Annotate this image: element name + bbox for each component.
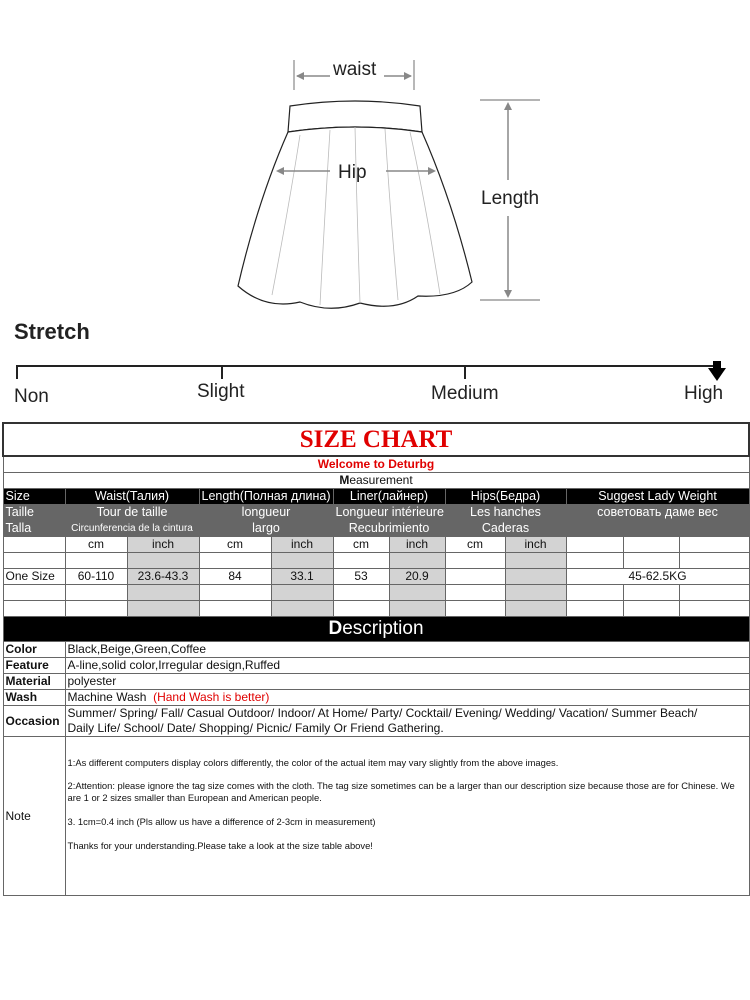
header-fr-waist: Tour de taille xyxy=(65,505,199,521)
color-label: Color xyxy=(3,642,65,658)
unit-cell: cm xyxy=(445,537,505,553)
stretch-level-non: Non xyxy=(14,386,49,407)
feature-value: A-line,solid color,Irregular design,Ruffed xyxy=(65,658,749,674)
unit-cell: cm xyxy=(199,537,271,553)
header-size: Size xyxy=(3,489,65,505)
wash-value: Machine Wash (Hand Wash is better) xyxy=(65,690,749,706)
size-chart xyxy=(2,422,748,896)
header-weight: Suggest Lady Weight xyxy=(566,489,749,505)
description-heading: Description xyxy=(3,617,749,642)
header-es-size: Talla xyxy=(3,521,65,537)
welcome-text: Welcome to Deturbg xyxy=(3,456,749,473)
unit-empty xyxy=(3,537,65,553)
note-label: Note xyxy=(3,737,65,896)
header-fr-liner: Longueur intérieure xyxy=(333,505,445,521)
stretch-title: Stretch xyxy=(14,319,90,344)
header-liner: Liner(лайнер) xyxy=(333,489,445,505)
header-fr-hips: Les hanches xyxy=(445,505,566,521)
header-es-waist: Circunferencia de la cintura xyxy=(65,521,199,537)
note-value xyxy=(65,737,749,896)
header-fr-weight: советовать даме вес xyxy=(566,505,749,521)
header-es-liner: Recubrimiento xyxy=(333,521,445,537)
occasion-value: Summer/ Spring/ Fall/ Casual Outdoor/ Indoor/ At Home/ Party/ Cocktail/ Evening/ Wedding/ Vacation/ Summer Beach/ Daily Life/ School/ Date/ Shopping/ Picnic/ Family Or Friend Gathering. xyxy=(65,706,749,737)
wash-label: Wash xyxy=(3,690,65,706)
unit-cell: cm xyxy=(333,537,389,553)
stretch-level-medium: Medium xyxy=(431,383,499,404)
stretch-level-slight: Slight xyxy=(197,381,245,402)
note-line-3: 3. 1cm=0.4 inch (Pls allow us have a difference of 2-3cm in measurement) xyxy=(67,816,376,827)
table-row xyxy=(3,569,749,585)
stretch-level-high: High xyxy=(684,383,724,404)
row-length-cm: 84 xyxy=(199,569,271,585)
note-line-1: 1:As different computers display colors differently, the color of the actual item may vary slightly from the above images. xyxy=(67,757,559,768)
row-liner-inch: 20.9 xyxy=(389,569,445,585)
waist-label: waist xyxy=(333,59,377,80)
note-line-4: Thanks for your understanding.Please take a look at the size table above! xyxy=(67,840,373,851)
header-fr-size: Taille xyxy=(3,505,65,521)
unit-cell: inch xyxy=(127,537,199,553)
header-waist: Waist(Талия) xyxy=(65,489,199,505)
row-size: One Size xyxy=(3,569,65,585)
header-es-hips: Caderas xyxy=(445,521,566,537)
feature-label: Feature xyxy=(3,658,65,674)
header-fr-length: longueur xyxy=(199,505,333,521)
row-waist-cm: 60-110 xyxy=(65,569,127,585)
row-length-inch: 33.1 xyxy=(271,569,333,585)
header-es-length: largo xyxy=(199,521,333,537)
header-length: Length(Полная длина) xyxy=(199,489,333,505)
size-chart-title: SIZE CHART xyxy=(3,423,749,456)
hip-label: Hip xyxy=(338,162,367,183)
measurement-heading: Measurement xyxy=(3,473,749,489)
row-liner-cm: 53 xyxy=(333,569,389,585)
material-label: Material xyxy=(3,674,65,690)
unit-cell: inch xyxy=(505,537,566,553)
unit-cell: inch xyxy=(271,537,333,553)
wash-note: (Hand Wash is better) xyxy=(153,690,270,704)
row-waist-inch: 23.6-43.3 xyxy=(127,569,199,585)
length-label: Length xyxy=(481,188,540,209)
occasion-label: Occasion xyxy=(3,706,65,737)
selected-level-arrow-icon xyxy=(708,368,726,381)
material-value: polyester xyxy=(65,674,749,690)
note-line-2: 2:Attention: please ignore the tag size comes with the cloth. The tag size sometimes can be a larger than our description size because those are for Chinese. We are 1 or 2 sizes smaller than European and American people. xyxy=(67,780,735,803)
row-weight: 45-62.5KG xyxy=(566,569,749,585)
unit-cell: cm xyxy=(65,537,127,553)
skirt-diagram xyxy=(0,0,750,315)
header-hips: Hips(Бедра) xyxy=(445,489,566,505)
unit-cell: inch xyxy=(389,537,445,553)
stretch-scale xyxy=(0,355,750,385)
header-es-weight-empty xyxy=(566,521,749,537)
color-value: Black,Beige,Green,Coffee xyxy=(65,642,749,658)
